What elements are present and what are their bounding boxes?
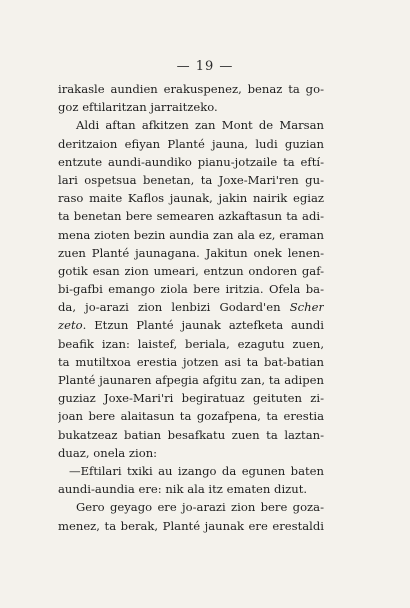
- text-line: zeto. Etzun Planté jaunak aztefketa aundi: [58, 318, 324, 333]
- text-line: mena zioten bezin aundia zan ala ez, eraman: [58, 227, 324, 242]
- text-line: ta mutiltxoa erestia jotzen asi ta bat-batian: [58, 354, 324, 369]
- page-number: — 19 —: [176, 59, 234, 74]
- text-line: guziaz Joxe-Mari'ri begiratuaz geituten zi-: [58, 391, 324, 406]
- text-line: goz eftilaritzan jarraitzeko.: [58, 100, 218, 115]
- text-line: aundi-aundia ere: nik ala itz ematen dizut.: [58, 482, 308, 497]
- text-line: Gero geyago ere jo-arazi zion bere goza-: [76, 500, 324, 515]
- text-line: lari ospetsua benetan, ta Joxe-Mari'ren gu-: [58, 172, 324, 187]
- text-line: da, jo-arazi zion lenbizi Godard'en Scher: [58, 300, 324, 315]
- text-line: gotik esan zion umeari, entzun ondoren gaf-: [58, 263, 324, 278]
- text-line: bi-gafbi emango ziola bere iritzia. Ofela ba-: [58, 282, 324, 297]
- text-line: entzute aundi-aundiko pianu-jotzaile ta eftí-: [58, 154, 324, 169]
- text-line: bukatzeaz batian besafkatu zuen ta laztan-: [58, 427, 324, 442]
- text-line: deritzaion efiyan Planté jauna, ludi guzian: [58, 136, 324, 151]
- text-line: irakasle aundien erakuspenez, benaz ta go-: [58, 82, 324, 96]
- text-line: joan bere alaitasun ta gozafpena, ta erestia: [58, 409, 324, 424]
- text-line: raso maite Kaflos jaunak, jakin nairik egiaz: [58, 191, 324, 206]
- text-line: —Eftilari txiki au izango da egunen baten: [69, 463, 324, 478]
- text-line: duaz, onela zion:: [58, 445, 158, 460]
- text-line: ta benetan bere semearen azkaftasun ta adi-: [58, 209, 324, 224]
- text-line: zuen Planté jaunagana. Jakitun onek lenen-: [58, 245, 324, 260]
- text-line: Aldi aftan afkitzen zan Mont de Marsan: [76, 118, 324, 133]
- text-line: beafik izan: laistef, beriala, ezagutu zuen,: [58, 336, 324, 351]
- body-text: [58, 80, 324, 535]
- text-line: Planté jaunaren afpegia afgitu zan, ta adipen: [58, 373, 324, 387]
- text-line: menez, ta berak, Planté jaunak ere erestaldi: [58, 518, 324, 533]
